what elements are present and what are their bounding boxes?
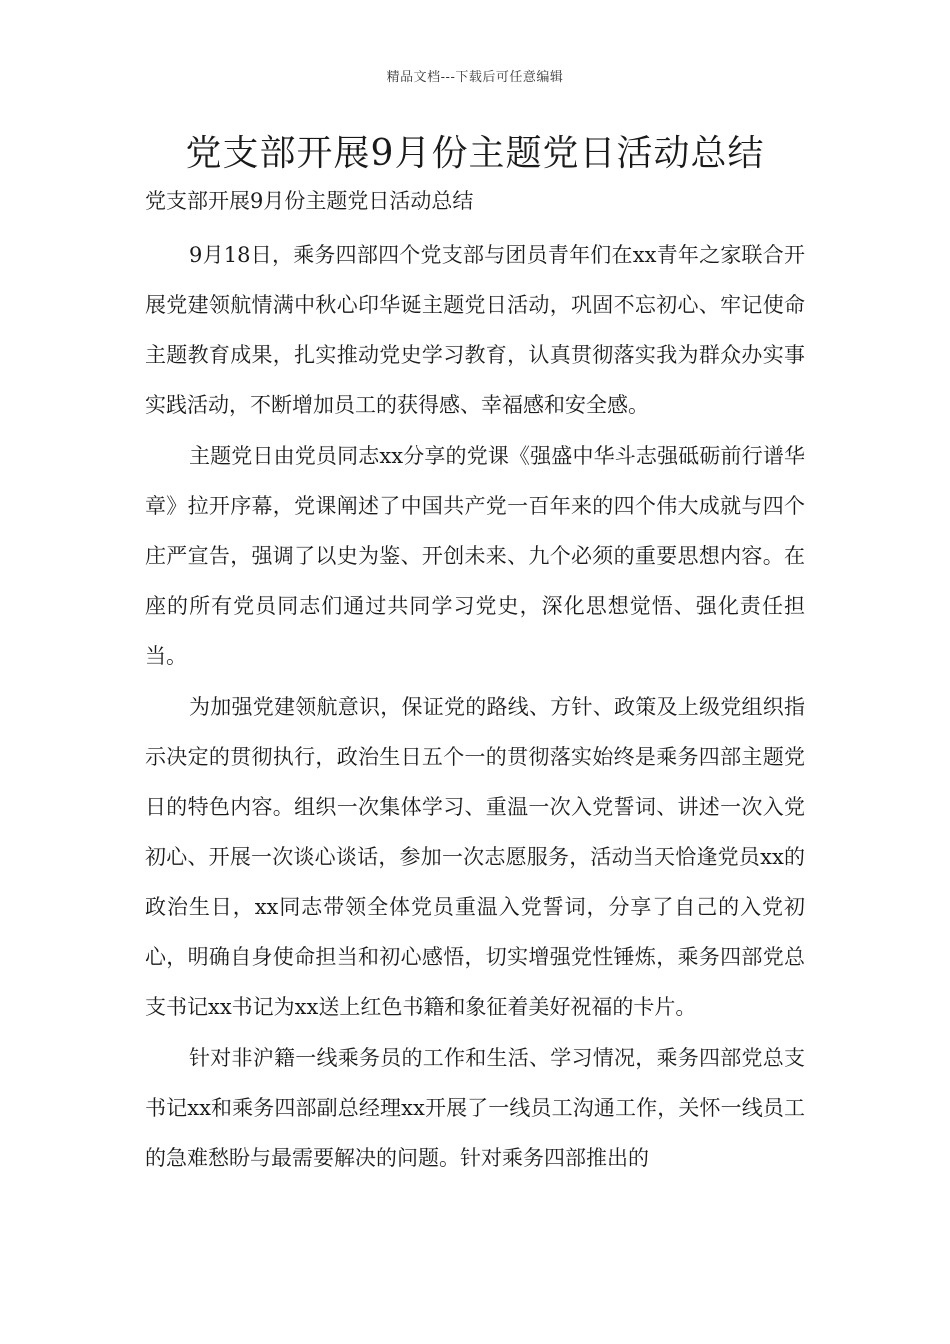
body-paragraph: 主题党日由党员同志xx分享的党课《强盛中华斗志强砥砺前行谱华章》拉开序幕，党课阐述了中国共产党一百年来的四个伟大成就与四个庄严宣告，强调了以史为鉴、开创未来、九个必须的重要思想内容。在座的所有党员同志们通过共同学习党史，深化思想觉悟、强化责任担当。	[145, 444, 805, 668]
header-note: 精品文档---下载后可任意编辑	[386, 70, 564, 85]
document-title: 党支部开展9月份主题党日活动总结	[185, 133, 765, 174]
body-paragraph: 为加强党建领航意识，保证党的路线、方针、政策及上级党组织指示决定的贯彻执行，政治生日五个一的贯彻落实始终是乘务四部主题党日的特色内容。组织一次集体学习、重温一次入党誓词、讲述一次入党初心、开展一次谈心谈话，参加一次志愿服务，活动当天恰逢党员xx的政治生日，xx同志带领全体党员重温入党誓词，分享了自己的入党初心，明确自身使命担当和初心感悟，切实增强党性锤炼，乘务四部党总支书记xx书记为xx送上红色书籍和象征着美好祝福的卡片。	[145, 695, 805, 1019]
body-paragraph: 9月18日，乘务四部四个党支部与团员青年们在xx青年之家联合开展党建领航情满中秋心印华诞主题党日活动，巩固不忘初心、牢记使命主题教育成果，扎实推动党史学习教育，认真贯彻落实我为群众办实事实践活动，不断增加员工的获得感、幸福感和安全感。	[145, 243, 805, 417]
document-subtitle: 党支部开展9月份主题党日活动总结	[145, 189, 474, 213]
document-body	[145, 230, 805, 1184]
body-paragraph: 针对非沪籍一线乘务员的工作和生活、学习情况，乘务四部党总支书记xx和乘务四部副总经理xx开展了一线员工沟通工作，关怀一线员工的急难愁盼与最需要解决的问题。针对乘务四部推出的	[145, 1046, 805, 1170]
